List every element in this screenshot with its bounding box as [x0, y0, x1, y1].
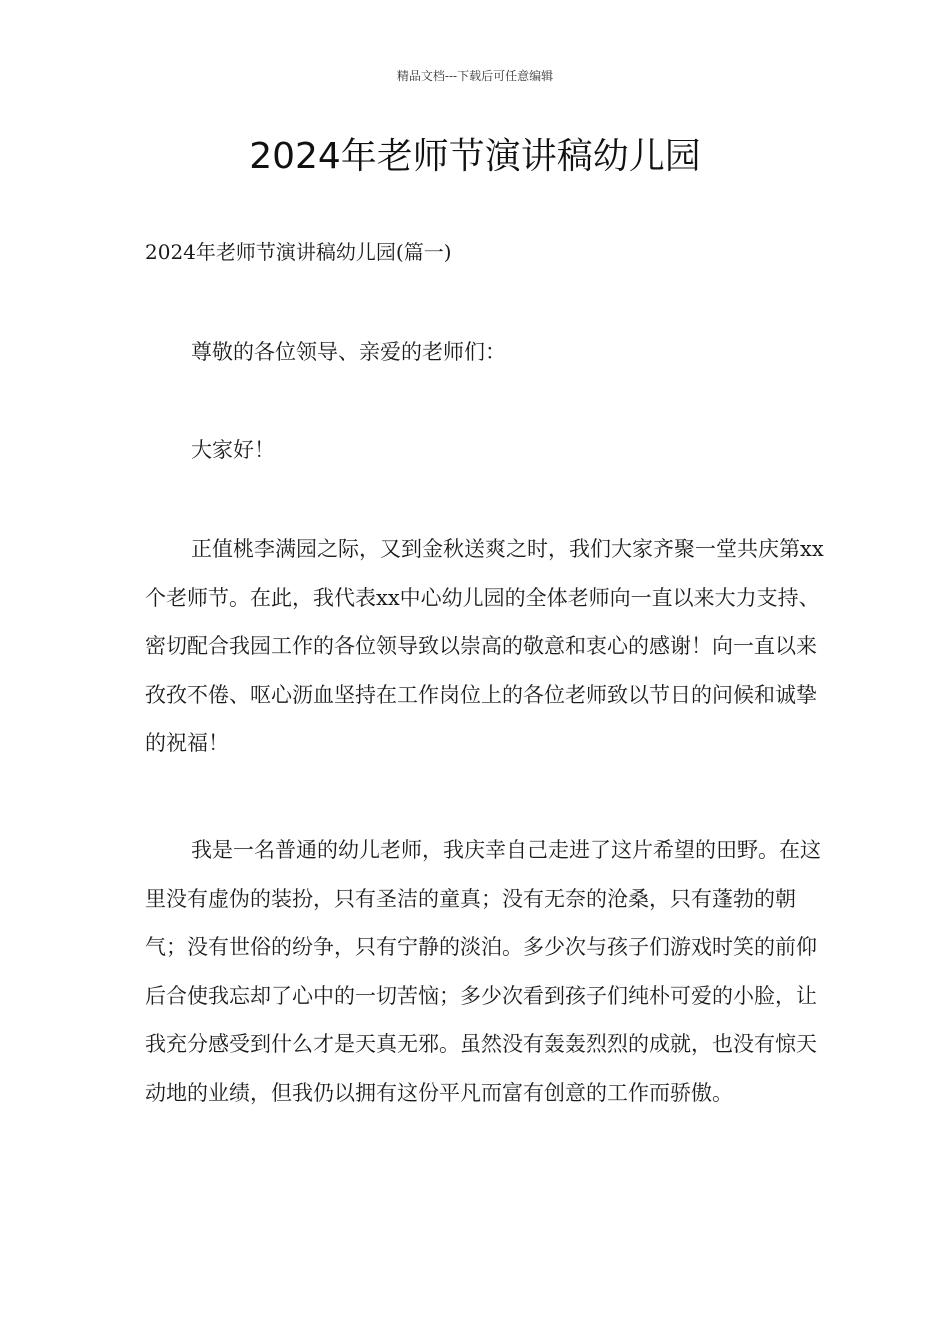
paragraph-hello: 大家好！ [191, 438, 275, 462]
document-title: 2024年老师节演讲稿幼儿园 [249, 136, 701, 177]
section-heading: 2024年老师节演讲稿幼儿园(篇一) [145, 240, 452, 264]
paragraph-body: 正值桃李满园之际，又到金秋送爽之时，我们大家齐聚一堂共庆第xx个老师节。在此，我代表xx中心幼儿园的全体老师向一直以来大力支持、密切配合我园工作的各位领导致以崇高的敬意和衷心的感谢！向一直以来孜孜不倦、呕心沥血坚持在工作岗位上的各位老师致以节日的问候和诚挚的祝福！ [145, 537, 824, 755]
paragraph-body: 我是一名普通的幼儿老师，我庆幸自己走进了这片希望的田野。在这里没有虚伪的装扮，只有圣洁的童真；没有无奈的沧桑，只有蓬勃的朝气；没有世俗的纷争，只有宁静的淡泊。多少次与孩子们游戏时笑的前仰后合使我忘却了心中的一切苦恼；多少次看到孩子们纯朴可爱的小脸，让我充分感受到什么才是天真无邪。虽然没有轰轰烈烈的成就，也没有惊天动地的业绩，但我仍以拥有这份平凡而富有创意的工作而骄傲。 [145, 838, 821, 1105]
header-note: 精品文档---下载后可任意编辑 [396, 69, 554, 83]
paragraph-greeting: 尊敬的各位领导、亲爱的老师们： [191, 340, 506, 364]
